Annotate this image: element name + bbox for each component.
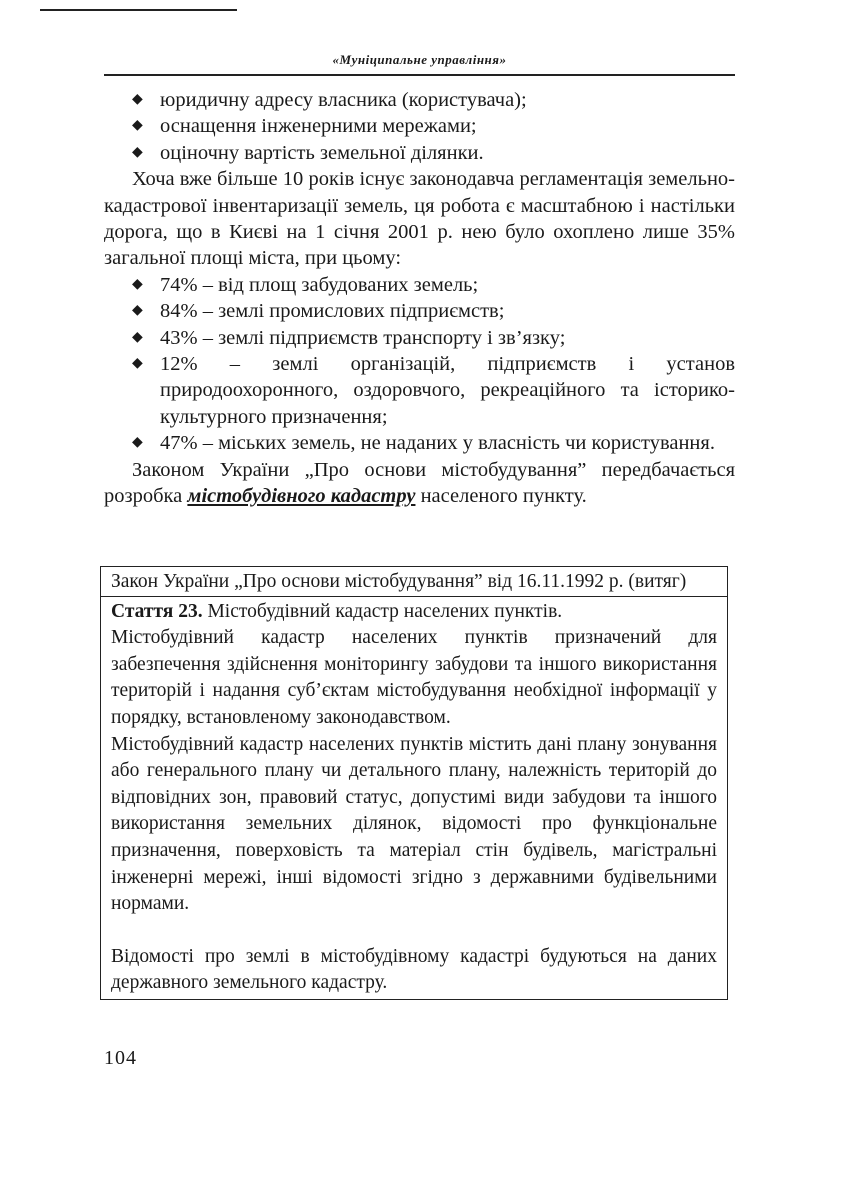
list-item: ◆ 74% – від площ забудованих земель; xyxy=(132,272,735,298)
diamond-bullet-icon: ◆ xyxy=(132,118,143,134)
list-item: ◆ 12% – землі організацій, підприємств і установ природоохоронного, оздоровчого, рекреаційного та історико-культурного призначення; xyxy=(132,353,735,428)
diamond-bullet-icon: ◆ xyxy=(132,276,143,292)
article-heading xyxy=(111,599,717,626)
list-item: ◆ оціночну вартість земельної ділянки. xyxy=(132,140,735,166)
page-number: 104 xyxy=(104,1047,137,1069)
header-rule xyxy=(104,74,735,76)
article-paragraph: Містобудівний кадастр населених пунктів призначений для забезпечення здійснення моніторингу забудови та іншого використання територій і надання суб’єктам містобудування необхідної інформації у порядку, встановленому законодавством. xyxy=(111,627,717,728)
list-item: ◆ 47% – міських земель, не наданих у власність чи користування. xyxy=(132,430,735,456)
law-excerpt-heading: Закон України „Про основи містобудування” від 16.11.1992 р. (витяг) xyxy=(101,567,727,597)
main-text xyxy=(104,87,735,510)
article-title: Містобудівний кадастр населених пунктів. xyxy=(202,600,563,622)
paragraph-law-reference: Законом України „Про основи містобудування” передбачається розробка містобудівного кадастру населеного пункту. xyxy=(104,458,735,508)
list-item: ◆ юридичну адресу власника (користувача); xyxy=(132,87,735,113)
article-label: Стаття 23. xyxy=(111,600,203,622)
paragraph-inventory: Хоча вже більше 10 років існує законодавча регламентація земельно-кадастрової інвентаризації земель, ця робота є масштабною і настільки дорога, що в Києві на 1 січня 2001 р. нею було охоплено лише 35% загальної площі міста, при цьому: xyxy=(104,168,735,270)
top-rule xyxy=(40,9,237,11)
paragraph-gap xyxy=(111,918,717,944)
diamond-bullet-icon: ◆ xyxy=(132,92,143,107)
intro-bullet-list xyxy=(132,87,735,166)
list-item: ◆ 84% – землі промислових підприємств; xyxy=(132,298,735,324)
diamond-bullet-icon: ◆ xyxy=(132,329,143,345)
running-header: «Муніципальне управління» xyxy=(332,52,507,67)
law-excerpt-box xyxy=(100,566,728,1000)
emphasized-term: містобудівного кадастру xyxy=(187,485,416,508)
diamond-bullet-icon: ◆ xyxy=(132,303,143,319)
diamond-bullet-icon: ◆ xyxy=(132,144,143,160)
list-item: ◆ оснащення інженерними мережами; xyxy=(132,113,735,139)
law-excerpt-body xyxy=(101,597,727,999)
stats-bullet-list xyxy=(132,272,735,457)
article-paragraph: Містобудівний кадастр населених пунктів містить дані плану зонування або генерального плану чи детального плану, належність територій до відповідних зон, правовий статус, допустимі види забудови та іншого використання земельних ділянок, відомості про функціональне призначення, поверховість та матеріал стін будівель, магістральні інженерні мережі, інші відомості згідно з державними будівельними нормами. xyxy=(111,733,717,915)
article-paragraph: Відомості про землі в містобудівному кадастрі будуються на даних державного земельного кадастру. xyxy=(111,945,717,994)
list-item: ◆ 43% – землі підприємств транспорту і зв’язку; xyxy=(132,325,735,351)
diamond-bullet-icon: ◆ xyxy=(132,356,143,372)
diamond-bullet-icon: ◆ xyxy=(132,435,143,451)
